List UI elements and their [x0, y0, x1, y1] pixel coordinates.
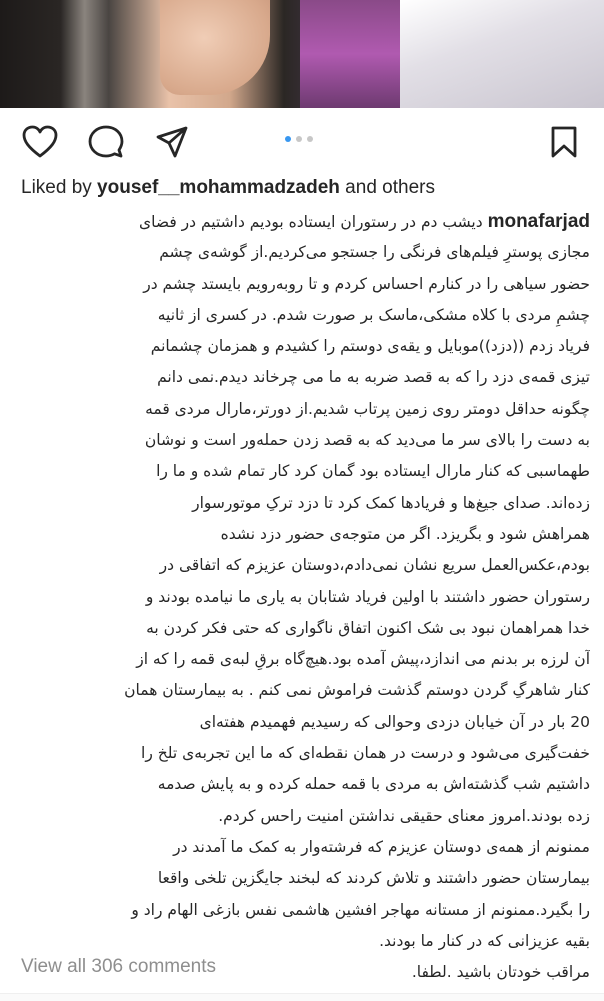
caption-line: مراقب خودتان باشید .لطفا.: [411, 963, 590, 982]
caption-line: بقیه عزیزانی که در کنار ما بودند.: [379, 931, 590, 950]
caption-line: بودم،عکس‌العمل سریع نشان نمی‌دادم،دوستان عزیزم که اتفاقی در: [159, 556, 590, 575]
carousel-dot-active: [285, 136, 291, 142]
comment-bubble-icon[interactable]: [88, 124, 124, 160]
caption-line: را بگیرد.ممنونم از مستانه مهاجر افشین هاشمی نفس بازغی الهام راد و: [131, 900, 590, 919]
like-heart-icon[interactable]: [22, 124, 58, 160]
caption-line: ممنونم از همه‌ی دوستان عزیزم که فرشته‌وار به کمک ما آمدند در: [173, 837, 590, 856]
carousel-indicator: [285, 136, 313, 142]
caption-line: فریاد زدم ((دزد))موبایل و یقه‌ی دوستم را کشیدم و همزمان چشمانم: [150, 337, 590, 356]
carousel-dot: [296, 136, 302, 142]
caption-line: کنار شاهرگِ گردن دوستم گذشت فراموش نمی کنم . به بیمارستان همان: [124, 681, 590, 700]
liked-by-line[interactable]: [21, 177, 435, 199]
view-all-comments-link[interactable]: View all 306 comments: [21, 956, 217, 977]
caption-line: زده‌اند. صدای جیغ‌ها و فریادها کمک کرد تا دزد ترکِ موتورسوار: [192, 493, 590, 512]
caption-line: آن لرزه بر بدنم می اندازد،پیش آمده بود.هیچ‌گاه برقِ لبه‌ی قمه را که از: [136, 650, 590, 669]
carousel-dot: [307, 136, 313, 142]
caption-line: رستوران حضور داشتند با اولین فریاد شتابان به یاری ما نیامده بودند و: [145, 587, 590, 606]
photo-purple-fabric: [300, 0, 410, 108]
caption-username[interactable]: monafarjad: [487, 211, 590, 232]
liked-suffix[interactable]: and others: [339, 177, 435, 198]
liked-username[interactable]: yousef__mohammadzadeh: [97, 177, 340, 198]
caption-line: تیزی قمه‌ی دزد را که به قصد ضربه به ما می چرخاند دیدم.نمی دانم: [157, 368, 590, 387]
photo-arm-detail: [160, 0, 270, 95]
photo-white-fabric: [400, 0, 604, 108]
caption-line: چشمِ مردی با کلاه مشکی،ماسک بر صورت شدم. در کسری از ثانیه: [157, 305, 590, 324]
caption-line: حضور سیاهی را در کنارم احساس کردم و تا روبه‌رویم بایستد چشم در: [143, 274, 590, 293]
post-caption: [4, 206, 590, 988]
caption-line: همراهش شود و بگریزد. اگر من متوجه‌ی حضور دزد نشده: [220, 524, 590, 543]
caption-line: مجازی پوسترِ فیلم‌های فرنگی را جستجو می‌کردیم.از گوشه‌ی چشم: [159, 243, 590, 262]
caption-line: خدا همراهمان نبود بی شک اکنون اتفاق ناگواری که حتی فکر کردن به: [146, 618, 590, 637]
post-photo[interactable]: [0, 0, 604, 108]
caption-line: زده بودند.امروز معنای حقیقی نداشتن امنیت راحس کردم.: [218, 806, 590, 825]
caption-line: به دست را بالای سر ما می‌دید که به قصد زدن حمله‌ور است و نوشان: [144, 431, 590, 450]
caption-line: داشتیم شب گذشته‌اش به مردی با قمه حمله کرده و به پایش صدمه: [157, 775, 590, 794]
share-send-icon[interactable]: [154, 124, 190, 160]
caption-line: 20 بار در آن خیابان دزدی وحوالی که رسیدیم فهمیدم هفته‌ای: [199, 712, 590, 731]
caption-line: چگونه حداقل دومتر روی زمین پرتاب شدیم.از دورتر،مارال مردی قمه: [145, 399, 590, 418]
save-bookmark-icon[interactable]: [546, 124, 582, 160]
caption-text: دیشب دم در رستوران ایستاده بودیم داشتیم در فضای: [139, 213, 483, 231]
liked-prefix: Liked by: [21, 177, 98, 198]
caption-line: بیمارستان حضور داشتند و تلاش کردند که لبخند جایگزین تلخی واقعا: [157, 869, 590, 888]
caption-line: خفت‌گیری می‌شود و درست در همان نقطه‌ای که ما این تجربه‌ی تلخ را: [141, 744, 590, 763]
caption-line: [4, 206, 590, 237]
caption-line: طهماسبی که کنار مارال ایستاده بود گمان کرد کار تمام شده و ما را: [156, 462, 590, 481]
